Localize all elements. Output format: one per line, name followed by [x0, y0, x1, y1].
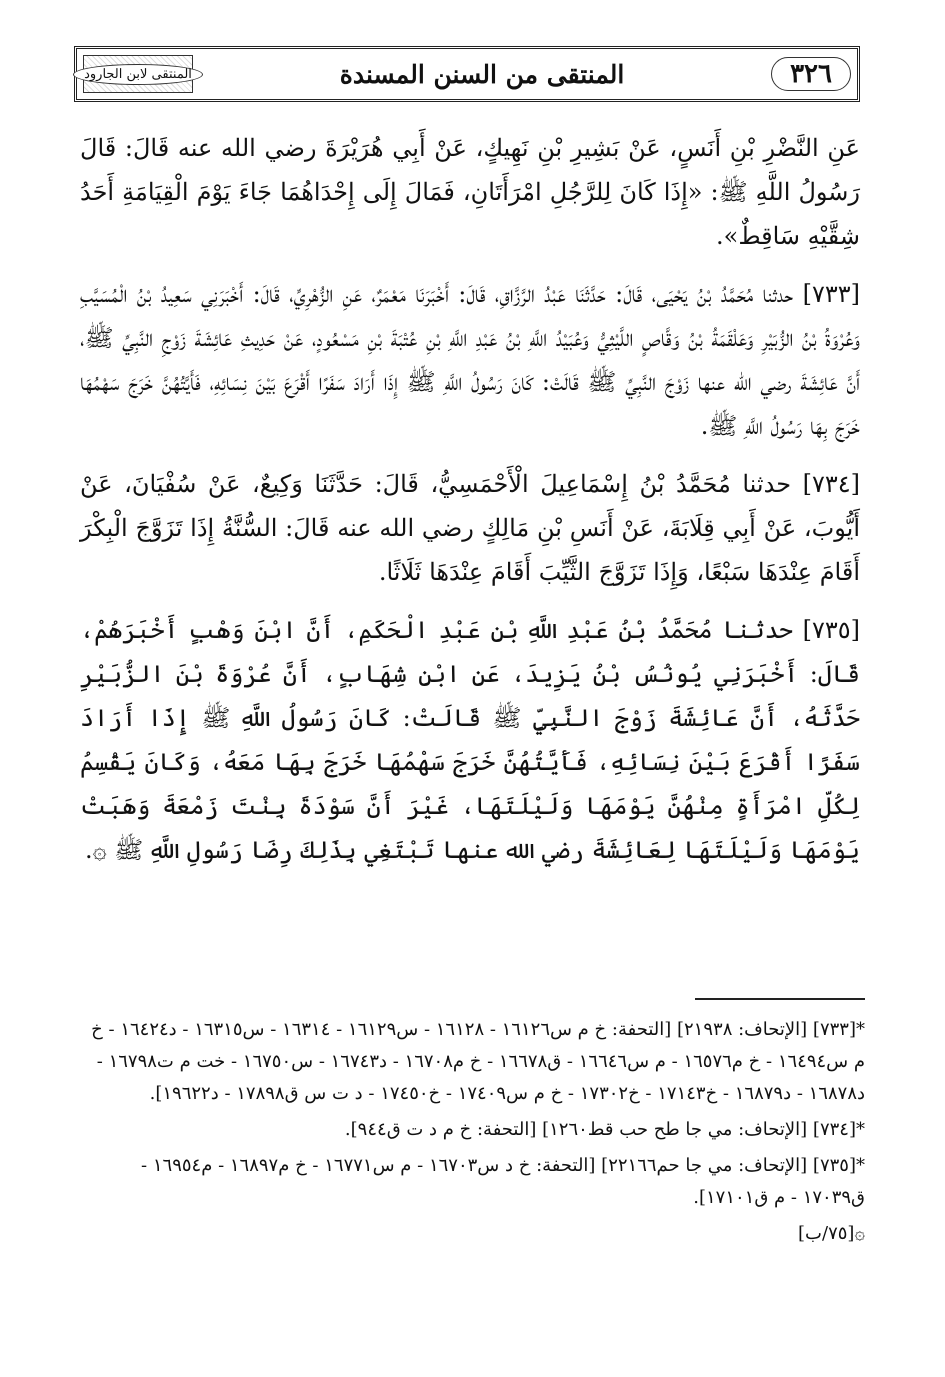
page-number: ٣٢٦ — [771, 57, 851, 91]
header-ornament — [83, 55, 193, 93]
footnote: *[٧٣٥] [الإتحاف: مي جا حم٢٢١٦٦] [التحفة: خ د س١٦٧٠٣ - م س١٦٧٧١ - خ م١٦٨٩٧ - م١٦٩٥٤ - ق١٧٠٣٩ - م ق١٧١٠١]. — [141, 1155, 865, 1208]
footnote: ۞[٧٥/ب] — [798, 1223, 865, 1244]
footnote-separator — [695, 998, 865, 1000]
paragraph: [٧٣٥] حدثنا مُحَمَّدُ بْنُ عَبْدِ اللَّهِ بْنِ عَبْدِ الْحَكَمِ، أَنَّ ابْنَ وَهْبٍ أَخْبَرَهُمْ، قَالَ: أَخْبَرَنِي يُونُسُ بْنُ يَزِيدَ، عَنِ ابْنِ شِهَابٍ، أَنَّ عُرْوَةَ بْنَ الزُّبَيْرِ حَدَّثَهُ، أَنَّ عَائِشَةَ زَوْجَ النَّبِيِّ ﷺ قَالَتْ: كَانَ رَسُولُ اللَّهِ ﷺ إِذَا أَرَادَ سَفَرًا أَقْرَعَ بَيْنَ نِسَائِهِ، فَأَيَّتُهُنَّ خَرَجَ سَهْمُهَا خَرَجَ بِهَا مَعَهُ، وَكَانَ يَقْسِمُ لِكُلِّ امْرَأَةٍ مِنْهُنَّ يَوْمَهَا وَلَيْلَتَهَا، غَيْرَ أَنَّ سَوْدَةَ بِنْتَ زَمْعَةَ وَهَبَتْ يَوْمَهَا وَلَيْلَتَهَا لِعَائِشَةَ رضي الله عنها تَبْتَغِي بِذَلِكَ رِضَا رَسُولِ اللَّهِ ﷺ ۞. — [80, 616, 860, 864]
main-text — [80, 126, 860, 886]
header-ornament-text: المنتقى لابن الجارود — [73, 64, 203, 85]
page-header — [74, 46, 860, 102]
footnotes — [80, 1014, 865, 1254]
page-title: المنتقى من السنن المسندة — [339, 59, 625, 89]
footnote: *[٧٣٤] [الإتحاف: مي جا طح حب قط١٢٦٠] [التحفة: خ م د ت ق٩٤٤]. — [344, 1119, 865, 1140]
footnote: *[٧٣٣] [الإتحاف: ٢١٩٣٨] [التحفة: خ م س١٦١٢٦ - ١٦١٢٨ - س١٦١٢٩ - ١٦٣١٤ - س١٦٣١٥ - د١٦٤٢٤ - خ م س١٦٤٩٤ - خ م١٦٥٧٦ - م س١٦٦٤٦ - ق١٦٦٧٨ - خ م١٦٧٠٨ - د١٦٧٤٣ - س١٦٧٥٠ - خت م ت١٦٧٩٨ - د١٦٨٧٨ - د١٦٨٧٩ - خ١٧١٤٣ - خ١٧٣٠٢ - خ م س١٧٤٠٩ - خ١٧٤٥٠ - د ت س ق١٧٨٩٨ - د١٩٦٢٢]. — [91, 1019, 865, 1104]
paragraph: [٧٣٤] حدثنا مُحَمَّدُ بْنُ إِسْمَاعِيلَ الْأَحْمَسِيُّ، قَالَ: حَدَّثَنَا وَكِيعٌ، عَنْ سُفْيَانَ، عَنْ أَيُّوبَ، عَنْ أَبِي قِلَابَةَ، عَنْ أَنَسِ بْنِ مَالِكٍ رضي الله عنه قَالَ: السُّنَّةُ إِذَا تَزَوَّجَ الْبِكْرَ أَقَامَ عِنْدَهَا سَبْعًا، وَإِذَا تَزَوَّجَ الثَّيِّبَ أَقَامَ عِنْدَهَا ثَلَاثًا. — [80, 470, 860, 586]
paragraph: [٧٣٣] حدثنا مُحَمَّدُ بْنُ يَحْيَى، قَالَ: حَدَّثَنَا عَبْدُ الرَّزَّاقِ، قَالَ: أَخْبَرَنَا مَعْمَرٌ، عَنِ الزُّهْرِيِّ، قَالَ: أَخْبَرَنِي سَعِيدُ بْنُ الْمُسَيَّبِ وَعُرْوَةُ بْنُ الزُّبَيْرِ وَعَلْقَمَةُ بْنُ وَقَّاصٍ اللَّيْثِيُّ وَعُبَيْدُ اللَّهِ بْنُ عَبْدِ اللَّهِ بْنِ عُتْبَةَ بْنِ مَسْعُودٍ، عَنْ حَدِيثِ عَائِشَةَ زَوْجِ النَّبِيِّ ﷺ، أَنَّ عَائِشَةَ رضي الله عنها زَوْجَ النَّبِيِّ ﷺ قَالَتْ: كَانَ رَسُولُ اللَّهِ ﷺ إِذَا أَرَادَ سَفَرًا أَقْرَعَ بَيْنَ نِسَائِهِ، فَأَيَّتُهُنَّ خَرَجَ سَهْمُهَا خَرَجَ بِهَا رَسُولُ اللَّهِ ﷺ. — [80, 280, 860, 440]
paragraph: عَنِ النَّضْرِ بْنِ أَنَسٍ، عَنْ بَشِيرِ بْنِ نَهِيكٍ، عَنْ أَبِي هُرَيْرَةَ رضي الله عنه قَالَ: قَالَ رَسُولُ اللَّهِ ﷺ: «إِذَا كَانَ لِلرَّجُلِ امْرَأَتَانِ، فَمَالَ إِلَى إِحْدَاهُمَا جَاءَ يَوْمَ الْقِيَامَةِ أَحَدُ شِقَّيْهِ سَاقِطٌ». — [80, 134, 860, 250]
